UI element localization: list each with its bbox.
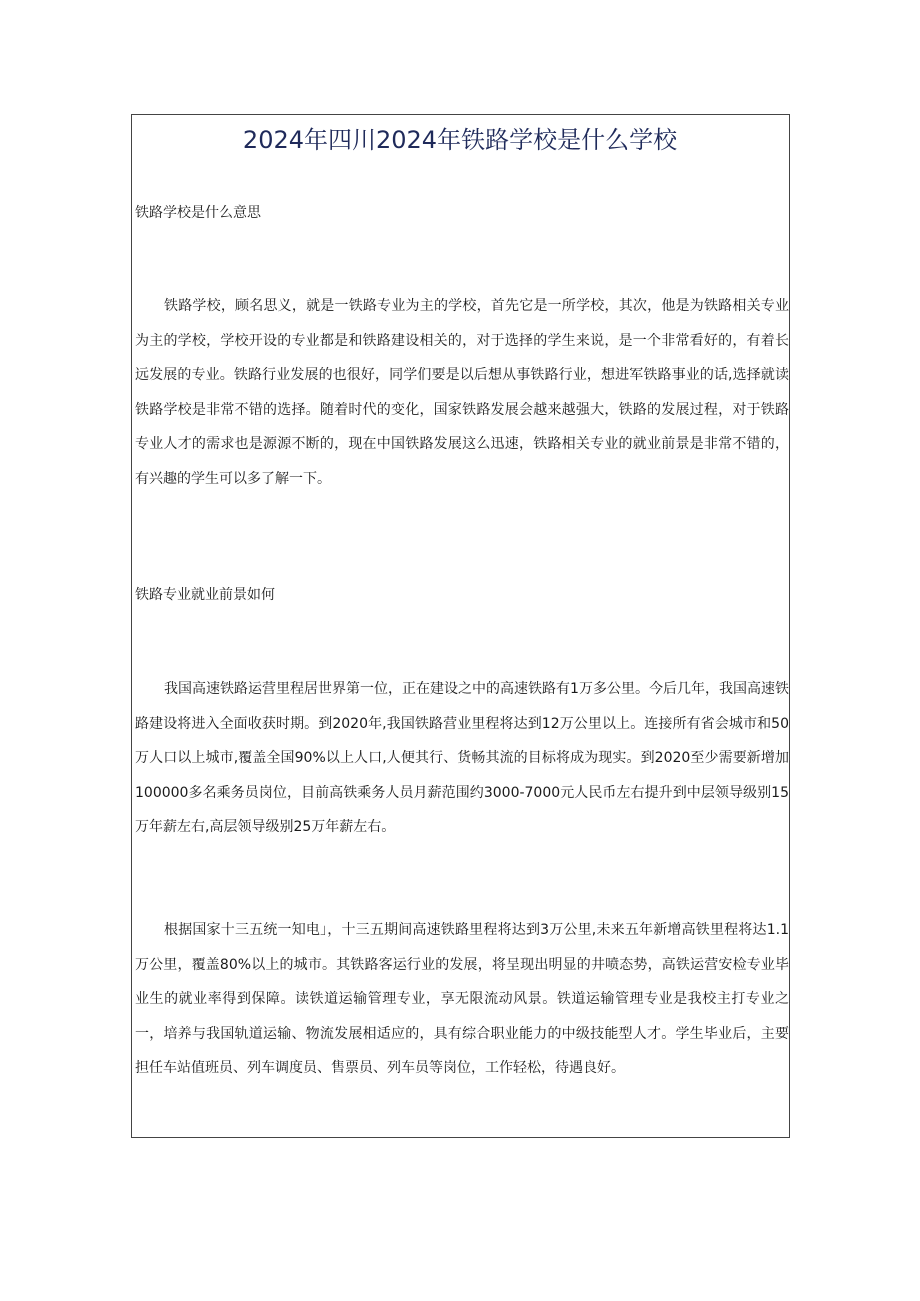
section-heading-railway-school-meaning: 铁路学校是什么意思	[135, 205, 261, 221]
paragraph-high-speed-rail-growth: 我国高速铁路运营里程居世界第一位，正在建设之中的高速铁路有1万多公里。今后几年，我国高速铁路建设将进入全面收获时期。到2020年,我国铁路营业里程将达到12万公里以上。连接所有省会城市和50万人口以上城市,覆盖全国90%以上人口,人便其行、货畅其流的目标将成为现实。到2020至少需要新增加100000多名乘务员岗位，目前高铁乘务人员月薪范围约3000-7000元人民币左右提升到中层领导级别15万年薪左右,高层领导级别25万年薪左右。	[135, 681, 789, 835]
paragraph-five-year-plan: 根据国家十三五统一知电」，十三五期间高速铁路里程将达到3万公里,未来五年新增高铁里程将达1.1万公里，覆盖80%以上的城市。其铁路客运行业的发展，将呈现出明显的井喷态势，高铁运营安检专业毕业生的就业率得到保障。读铁道运输管理专业，享无限流动风景。铁道运输管理专业是我校主打专业之一，培养与我国轨道运输、物流发展相适应的，具有综合职业能力的中级技能型人才。学生毕业后，主要担任车站值班员、列车调度员、售票员、列车员等岗位，工作轻松，待遇良好。	[135, 922, 789, 1076]
document-title: 2024年四川2024年铁路学校是什么学校	[242, 126, 678, 154]
paragraph-railway-school-intro: 铁路学校，顾名思义，就是一铁路专业为主的学校，首先它是一所学校，其次，他是为铁路相关专业为主的学校，学校开设的专业都是和铁路建设相关的，对于选择的学生来说，是一个非常看好的，有着长远发展的专业。铁路行业发展的也很好，同学们要是以后想从事铁路行业，想进军铁路事业的话,选择就读铁路学校是非常不错的选择。随着时代的变化，国家铁路发展会越来越强大，铁路的发展过程，对于铁路专业人才的需求也是源源不断的，现在中国铁路发展这么迅速，铁路相关专业的就业前景是非常不错的，有兴趣的学生可以多了解一下。	[135, 298, 789, 487]
section-heading-employment-prospects: 铁路专业就业前景如何	[135, 587, 275, 603]
